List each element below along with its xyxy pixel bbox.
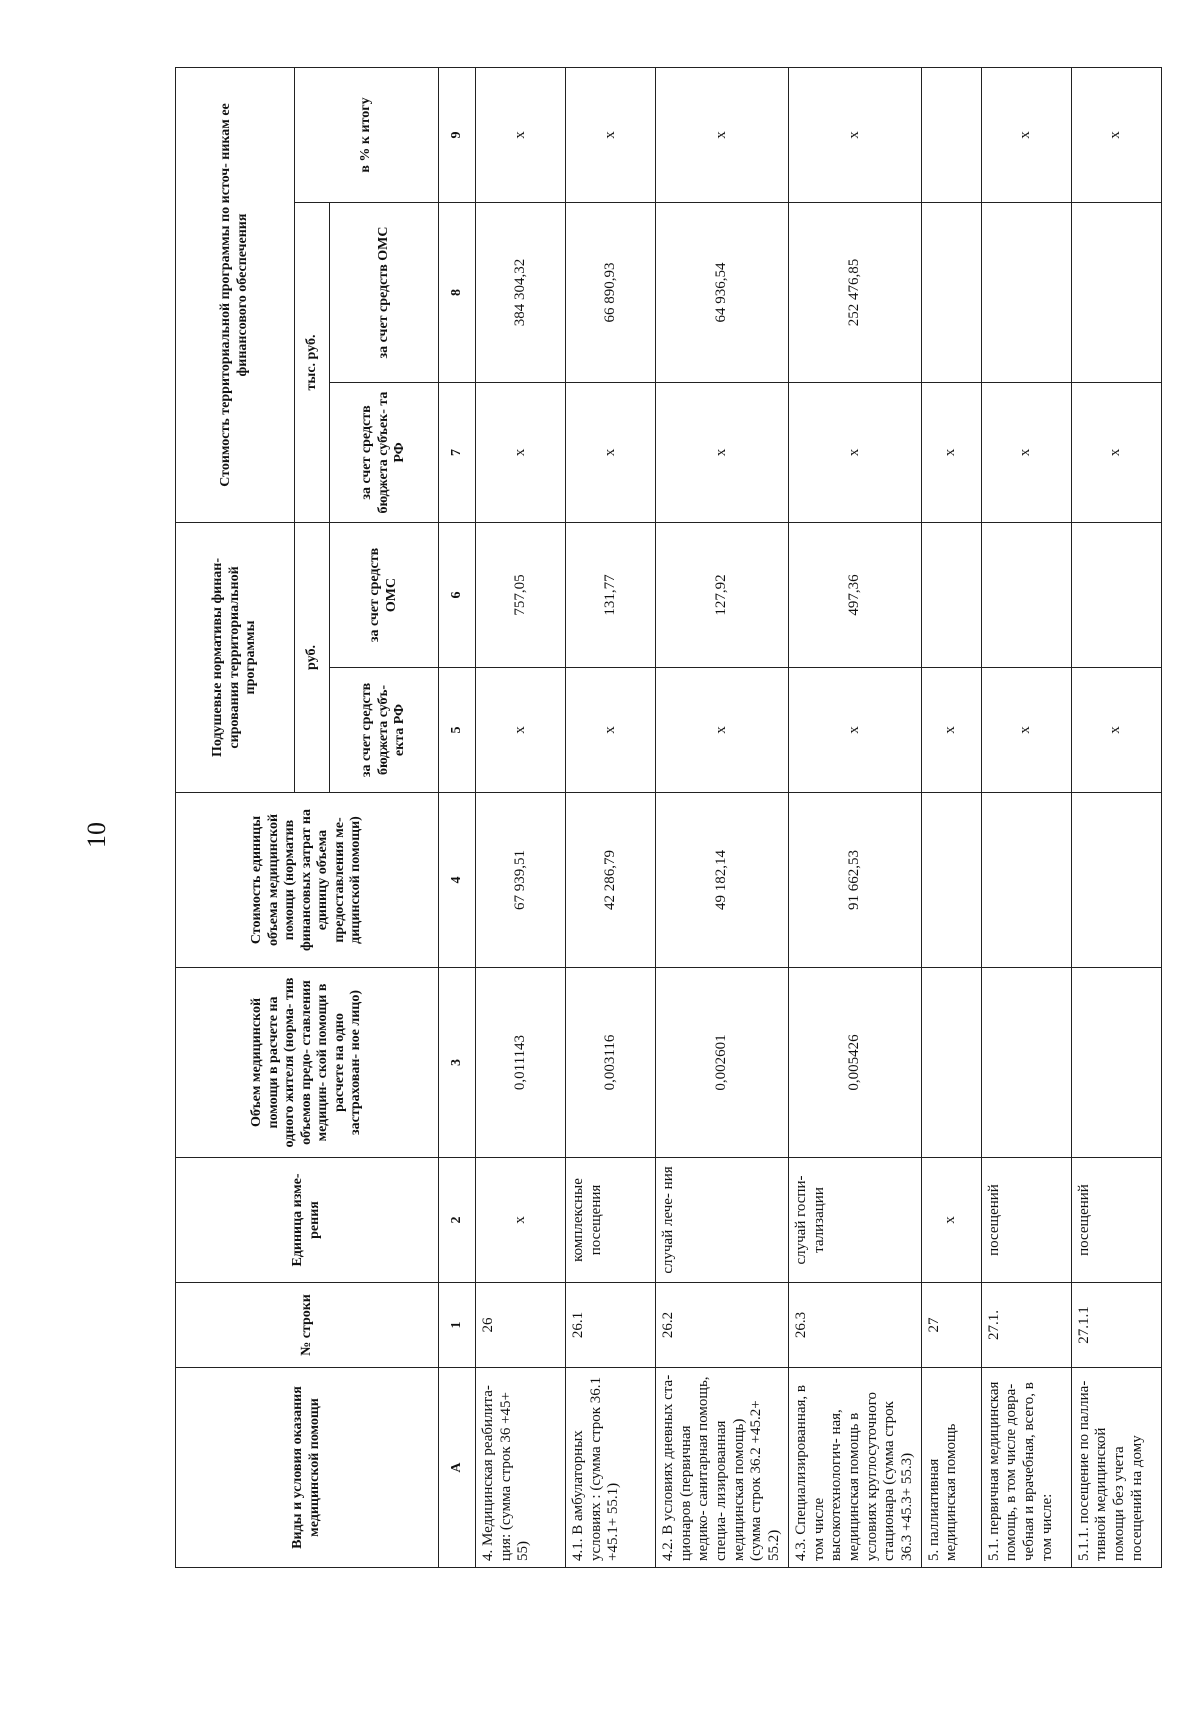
table-row bbox=[656, 67, 789, 1567]
cell-pc-budget: х bbox=[1071, 668, 1161, 793]
column-number: 7 bbox=[439, 383, 476, 523]
cell-pc-oms: 131,77 bbox=[566, 523, 656, 668]
header-group-cost: Стоимость территориальной программы по источ- никам ее финансового обеспечения bbox=[176, 67, 295, 522]
cell-pc-budget: х bbox=[921, 668, 981, 793]
cell-name: 5. паллиативная медицинская помощь bbox=[921, 1368, 981, 1568]
cell-cost-oms: 384 304,32 bbox=[476, 203, 566, 383]
cell-cost-oms: 64 936,54 bbox=[656, 203, 789, 383]
header-col-8: за счет средств ОМС bbox=[330, 203, 439, 383]
cell-line: 27.1.1 bbox=[1071, 1283, 1161, 1368]
header-col-3: Объем медицинской помощи в расчете на одного жителя (норма- тив объемов предо- ставления медицин- ской помощи в расчете на одно застрахован- ное лицо) bbox=[176, 968, 439, 1158]
column-number: 8 bbox=[439, 203, 476, 383]
cell-unit-cost bbox=[981, 793, 1071, 968]
cell-volume: 0,003116 bbox=[566, 968, 656, 1158]
cell-line: 27.1. bbox=[981, 1283, 1071, 1368]
cell-unit: посещений bbox=[981, 1158, 1071, 1283]
cell-pct: х bbox=[788, 67, 921, 202]
cell-cost-oms: 66 890,93 bbox=[566, 203, 656, 383]
column-number: 1 bbox=[439, 1283, 476, 1368]
column-number: 2 bbox=[439, 1158, 476, 1283]
column-number: 4 bbox=[439, 793, 476, 968]
column-number: 3 bbox=[439, 968, 476, 1158]
cell-line: 26.3 bbox=[788, 1283, 921, 1368]
cell-pc-budget: х bbox=[476, 668, 566, 793]
cell-name: 5.1.1. посещение по паллиа- тивной медицинской помощи без учета посещений на дому bbox=[1071, 1368, 1161, 1568]
cell-unit-cost bbox=[921, 793, 981, 968]
header-col-a: Виды и условия оказания медицинской помощи bbox=[176, 1368, 439, 1568]
table-row bbox=[1071, 67, 1161, 1567]
header-col-4: Стоимость единицы объема медицинской помощи (норматив финансовых затрат на единицу объема предоставления ме- дицинской помощи) bbox=[176, 793, 439, 968]
cell-cost-budget: х bbox=[981, 383, 1071, 523]
header-thousand-rub: тыс. руб. bbox=[295, 203, 330, 523]
cell-name: 4.3. Специализированная, в том числе высокотехнологич- ная, медицинская помощь в условиях круглосуточного стационара (сумма строк 36.3 +45.3+ 55.3) bbox=[788, 1368, 921, 1568]
cell-cost-oms: 252 476,85 bbox=[788, 203, 921, 383]
cell-unit: случай лече- ния bbox=[656, 1158, 789, 1283]
header-group-per-capita: Подушевые нормативы финан- сирования территориальной программы bbox=[176, 523, 295, 793]
cell-unit: случай госпи- тализации bbox=[788, 1158, 921, 1283]
cell-line: 26.1 bbox=[566, 1283, 656, 1368]
cell-line: 26 bbox=[476, 1283, 566, 1368]
cell-unit: х bbox=[921, 1158, 981, 1283]
column-number: А bbox=[439, 1368, 476, 1568]
page-number: 10 bbox=[82, 822, 111, 848]
cell-unit-cost bbox=[1071, 793, 1161, 968]
table-row bbox=[981, 67, 1071, 1567]
table-row bbox=[566, 67, 656, 1567]
cell-cost-oms bbox=[1071, 203, 1161, 383]
cell-unit: х bbox=[476, 1158, 566, 1283]
cell-pc-oms bbox=[921, 523, 981, 668]
cell-name: 5.1. первичная медицинская помощь, в том числе довра- чебная и врачебная, всего, в том числе: bbox=[981, 1368, 1071, 1568]
cell-volume bbox=[921, 968, 981, 1158]
cell-name: 4.2. В условиях дневных ста- ционаров (первичная медико- санитарная помощь, специа- лизированная медицинская помощь) (сумма строк 36.2 +45.2+ 55.2) bbox=[656, 1368, 789, 1568]
cell-line: 26.2 bbox=[656, 1283, 789, 1368]
cell-pc-oms: 127,92 bbox=[656, 523, 789, 668]
header-col-6: за счет средств ОМС bbox=[330, 523, 439, 668]
column-number: 5 bbox=[439, 668, 476, 793]
cell-cost-budget: х bbox=[921, 383, 981, 523]
cell-unit: посещений bbox=[1071, 1158, 1161, 1283]
header-col-2: Единица изме- рения bbox=[176, 1158, 439, 1283]
cell-volume: 0,005426 bbox=[788, 968, 921, 1158]
cell-cost-budget: х bbox=[1071, 383, 1161, 523]
cell-cost-budget: х bbox=[656, 383, 789, 523]
header-col-5: за счет средств бюджета субъ- екта РФ bbox=[330, 668, 439, 793]
cell-pct: х bbox=[656, 67, 789, 202]
cell-pc-oms bbox=[981, 523, 1071, 668]
cell-name: 4. Медицинская реабилита- ция: (сумма строк 36 +45+ 55) bbox=[476, 1368, 566, 1568]
financing-table bbox=[175, 67, 1162, 1568]
header-col-9: в % к итогу bbox=[295, 67, 439, 202]
cell-pct: х bbox=[476, 67, 566, 202]
cell-pc-budget: х bbox=[656, 668, 789, 793]
table-row bbox=[788, 67, 921, 1567]
cell-pc-oms: 497,36 bbox=[788, 523, 921, 668]
cell-pc-oms: 757,05 bbox=[476, 523, 566, 668]
header-rub: руб. bbox=[295, 523, 330, 793]
cell-cost-budget: х bbox=[566, 383, 656, 523]
cell-volume: 0,011143 bbox=[476, 968, 566, 1158]
cell-volume bbox=[1071, 968, 1161, 1158]
cell-pc-budget: х bbox=[788, 668, 921, 793]
cell-pc-oms bbox=[1071, 523, 1161, 668]
cell-pct: х bbox=[566, 67, 656, 202]
cell-cost-budget: х bbox=[788, 383, 921, 523]
header-col-7: за счет средств бюджета субъек- та РФ bbox=[330, 383, 439, 523]
cell-pct: х bbox=[981, 67, 1071, 202]
table-row bbox=[476, 67, 566, 1567]
cell-unit-cost: 67 939,51 bbox=[476, 793, 566, 968]
cell-unit-cost: 91 662,53 bbox=[788, 793, 921, 968]
cell-pc-budget: х bbox=[981, 668, 1071, 793]
cell-cost-oms bbox=[981, 203, 1071, 383]
cell-unit-cost: 42 286,79 bbox=[566, 793, 656, 968]
header-col-1: № строки bbox=[176, 1283, 439, 1368]
cell-unit-cost: 49 182,14 bbox=[656, 793, 789, 968]
cell-pct: х bbox=[1071, 67, 1161, 202]
cell-cost-oms bbox=[921, 203, 981, 383]
column-number: 9 bbox=[439, 67, 476, 202]
column-number: 6 bbox=[439, 523, 476, 668]
cell-cost-budget: х bbox=[476, 383, 566, 523]
cell-volume: 0,002601 bbox=[656, 968, 789, 1158]
cell-name: 4.1. В амбулаторных условиях : (сумма строк 36.1 +45.1+ 55.1) bbox=[566, 1368, 656, 1568]
cell-unit: комплексные посещения bbox=[566, 1158, 656, 1283]
cell-volume bbox=[981, 968, 1071, 1158]
rotated-table-wrapper bbox=[175, 68, 1145, 1568]
cell-pct bbox=[921, 67, 981, 202]
cell-line: 27 bbox=[921, 1283, 981, 1368]
table-row bbox=[921, 67, 981, 1567]
cell-pc-budget: х bbox=[566, 668, 656, 793]
